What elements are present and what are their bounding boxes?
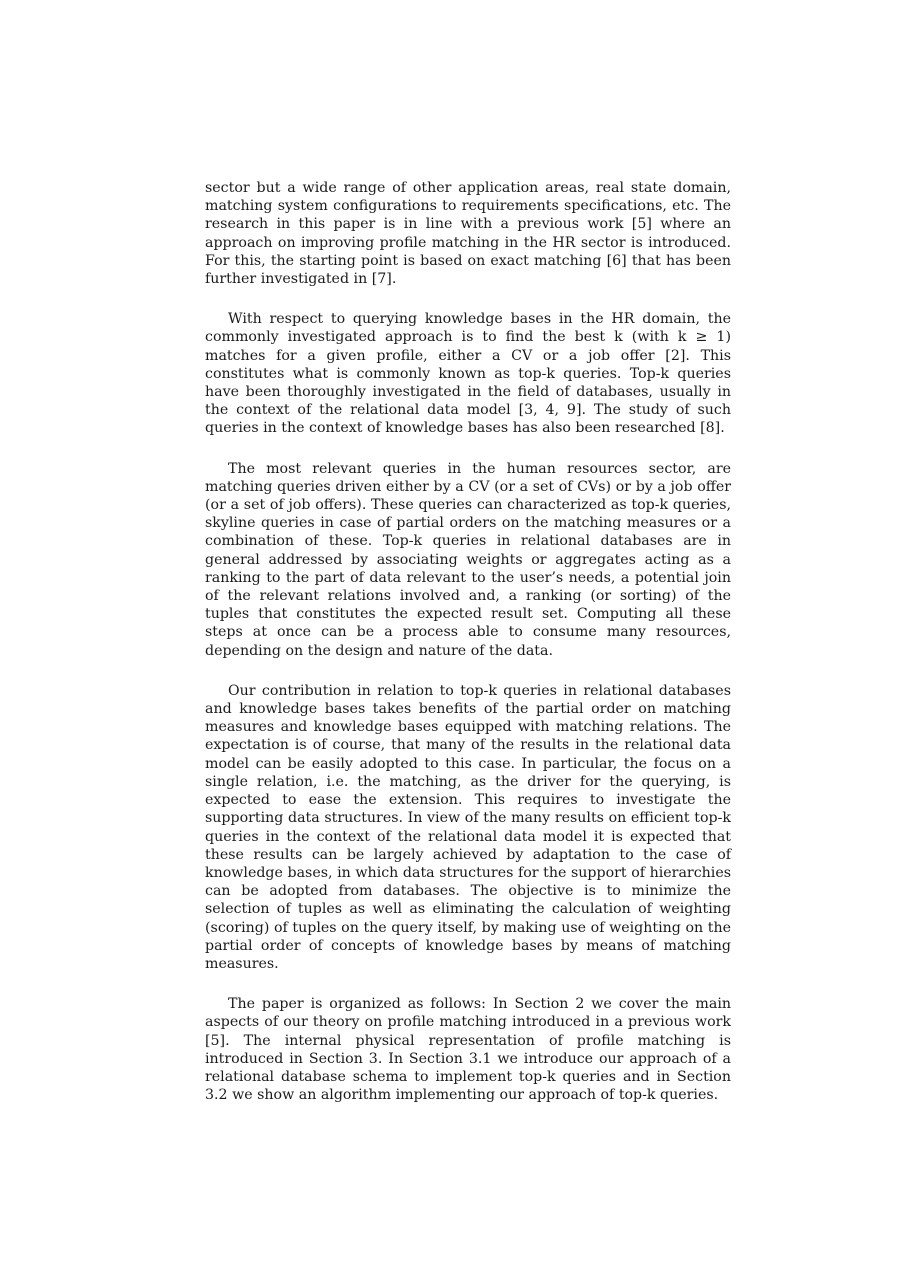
paragraph-matching-queries: The most relevant queries in the human resources sector, are matching queries driven either by a CV (or a set of CVs) or by a job offer (or a set of job offers). These queries can characterized as top-k queries, skyline queries in case of partial orders on the matching measures or a combination of these. Top-k queries in relational databases are in general addressed by associating weights or aggregates acting as a ranking to the part of data relevant to the user’s needs, a potential join of the relevant relations involved and, a ranking (or sorting) of the tuples that constitutes the expected result set. Computing all these steps at once can be a process able to consume many resources, depending on the design and nature of the data. — [205, 460, 731, 659]
paragraph-organization: The paper is organized as follows: In Section 2 we cover the main aspects of our theory on profile matching introduced in a previous work [5]. The internal physical representation of profile matching is introduced in Section 3. In Section 3.1 we introduce our approach of a relational database schema to implement top-k queries and in Section 3.2 we show an algorithm implementing our approach of top-k queries. — [205, 996, 731, 1104]
paragraph-contribution: Our contribution in relation to top-k queries in relational databases and knowledge bases takes benefits of the partial order on matching measures and knowledge bases equipped with matching relations. The expectation is of course, that many of the results in the relational data model can be easily adopted to this case. In particular, the focus on a single relation, i.e. the matching, as the driver for the querying, is expected to ease the extension. This requires to investigate the supporting data structures. In view of the many results on efficient top-k queries in the context of the relational data model it is expected that these results can be largely achieved by adaptation to the case of knowledge bases, in which data structures for the support of hierarchies can be adopted from databases. The objective is to minimize the selection of tuples as well as eliminating the calculation of weighting (scoring) of tuples on the query itself, by making use of weighting on the partial order of concepts of knowledge bases by means of matching measures. — [205, 682, 731, 972]
paragraph-querying-knowledge-bases: With respect to querying knowledge bases in the HR domain, the commonly investigated approach is to find the best k (with k ≥ 1) matches for a given profile, either a CV or a job offer [2]. This constitutes what is commonly known as top-k queries. Top-k queries have been thoroughly investigated in the field of databases, usually in the context of the relational data model [3, 4, 9]. The study of such queries in the context of knowledge bases has also been researched [8]. — [205, 311, 731, 437]
paragraph-intro-continuation: sector but a wide range of other application areas, real state domain, matching system configurations to requirements specifications, etc. The research in this paper is in line with a previous work [5] where an approach on improving profile matching in the HR sector is introduced. For this, the starting point is based on exact matching [6] that has been further investigated in [7]. — [205, 180, 731, 288]
page-body — [205, 179, 731, 1104]
